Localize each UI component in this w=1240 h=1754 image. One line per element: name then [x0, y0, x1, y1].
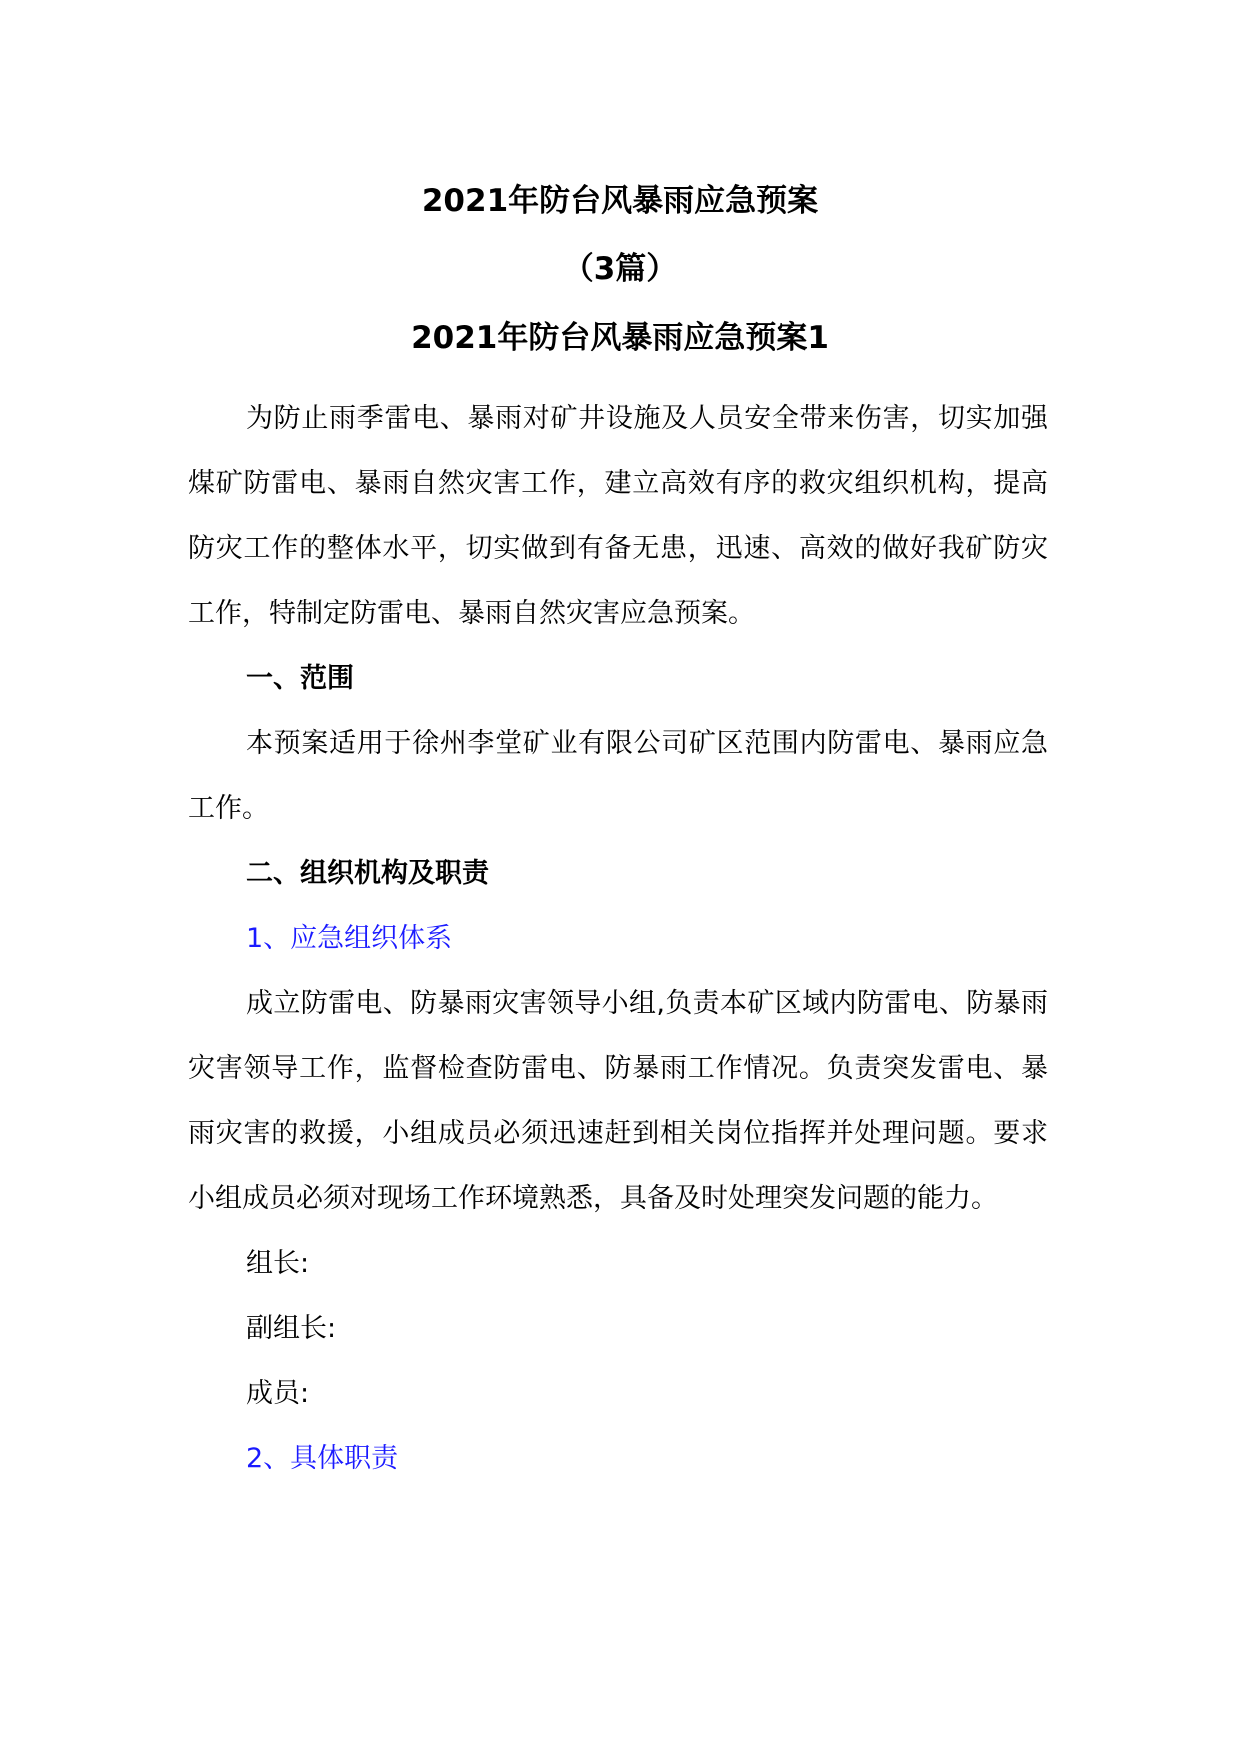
subheading-emergency-system: 1、应急组织体系 — [246, 923, 453, 954]
section-heading-scope: 一、范围 — [246, 663, 354, 694]
document-body — [188, 386, 1048, 1491]
section-heading-organization: 二、组织机构及职责 — [246, 858, 489, 889]
member-label: 成员: — [246, 1378, 310, 1409]
document-title-count: （3篇） — [562, 251, 678, 287]
scope-paragraph: 本预案适用于徐州李堂矿业有限公司矿区范围内防雷电、暴雨应急工作。 — [188, 728, 1048, 824]
intro-paragraph: 为防止雨季雷电、暴雨对矿井设施及人员安全带来伤害，切实加强煤矿防雷电、暴雨自然灾害工作，建立高效有序的救灾组织机构，提高防灾工作的整体水平，切实做到有备无患，迅速、高效的做好我矿防灾工作，特制定防雷电、暴雨自然灾害应急预案。 — [188, 403, 1048, 629]
leader-label: 组长: — [246, 1248, 310, 1279]
section-title: 2021年防台风暴雨应急预案1 — [411, 320, 829, 356]
deputy-leader-label: 副组长: — [246, 1313, 337, 1344]
subheading-responsibilities: 2、具体职责 — [246, 1443, 399, 1474]
emergency-system-paragraph: 成立防雷电、防暴雨灾害领导小组,负责本矿区域内防雷电、防暴雨灾害领导工作，监督检查防雷电、防暴雨工作情况。负责突发雷电、暴雨灾害的救援，小组成员必须迅速赶到相关岗位指挥并处理问题。要求小组成员必须对现场工作环境熟悉，具备及时处理突发问题的能力。 — [188, 988, 1048, 1214]
document-title: 2021年防台风暴雨应急预案 — [421, 183, 819, 219]
